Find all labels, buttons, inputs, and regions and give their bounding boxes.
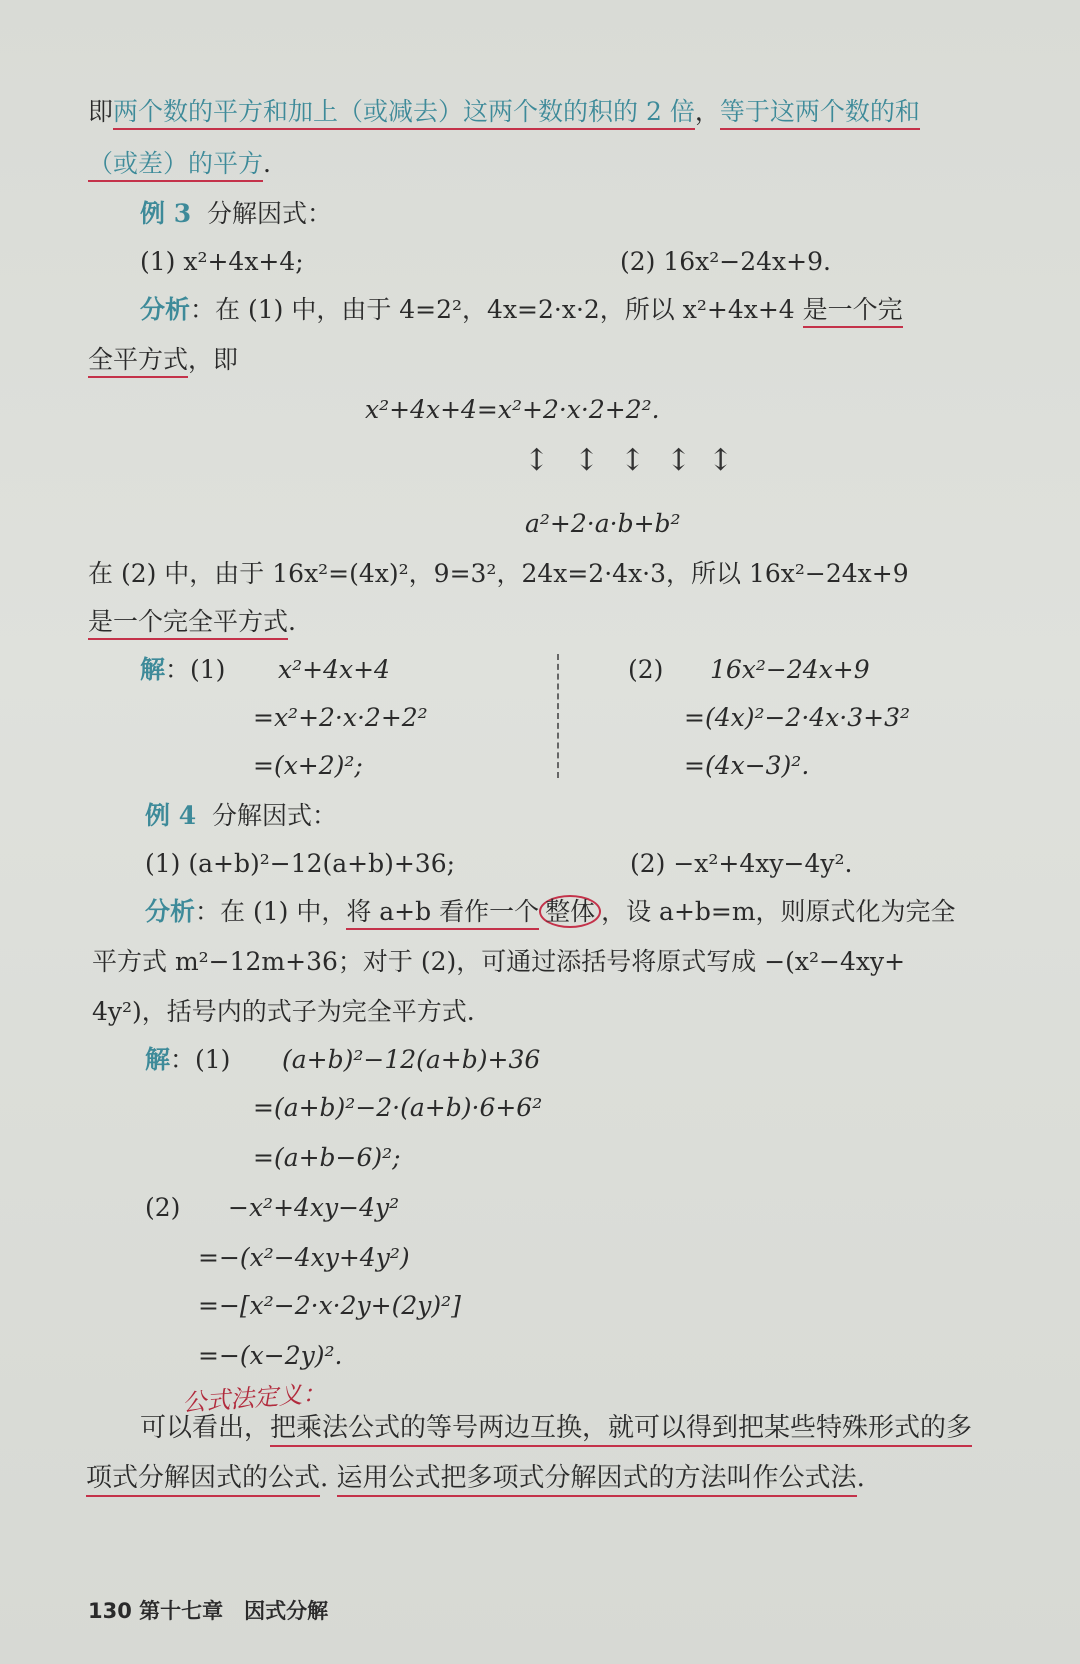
intro-highlight-2: 等于这两个数的和 <box>720 97 920 130</box>
example-4-heading <box>145 798 337 834</box>
analysis-text-4: ，设 a+b=m，则原式化为完全 <box>601 897 956 926</box>
example-3-analysis-line-4 <box>88 604 296 640</box>
example-3-title: 例 3 <box>140 199 192 228</box>
circled-word: 整体 <box>539 895 601 928</box>
example-4-analysis-line-2: 平方式 m²−12m+36；对于 (2)，可通过添括号将原式写成 −(x²−4xy+ <box>92 947 906 976</box>
intro-highlight: 两个数的平方和加上（或减去）这两个数的积的 2 倍 <box>113 97 695 130</box>
example-3-problem-1: (1) x²+4x+4; <box>140 247 304 276</box>
formula-bottom: a²+2·a·b+b² <box>525 509 681 538</box>
solution-number: ：(1) <box>165 655 226 684</box>
arrow-3: ↕ <box>620 443 646 478</box>
analysis-underlined-4: 将 a+b 看作一个 <box>346 897 539 930</box>
example-4-problem-1: (1) (a+b)²−12(a+b)+36; <box>145 849 456 878</box>
analysis-text-3: ：在 (1) 中， <box>195 897 347 926</box>
solution-1-step-2: =x²+2·x·2+2² <box>253 703 428 732</box>
conclusion-underlined-3: 运用公式把多项式分解因式的方法叫作公式法 <box>337 1463 857 1497</box>
example-3-analysis-line-2 <box>88 342 238 378</box>
solution-2-step-1: 16x²−24x+9 <box>710 655 870 684</box>
ex4-solution-2-number: (2) <box>145 1193 181 1222</box>
intro-highlight-3: （或差）的平方 <box>88 149 263 182</box>
analysis-underlined-3: 是一个完全平方式 <box>88 607 288 640</box>
example-4-problem-2: (2) −x²+4xy−4y². <box>630 849 853 878</box>
intro-period: . <box>263 149 271 178</box>
intro-line-2 <box>88 146 271 182</box>
intro-line-1 <box>88 94 920 130</box>
solution-2-step-3: =(4x−3)². <box>684 751 810 780</box>
example-4-solution-label-line <box>145 1042 230 1078</box>
analysis-label-2: 分析 <box>145 897 196 926</box>
ex4-solution-2-step-2: =−(x²−4xy+4y²) <box>198 1243 410 1272</box>
example-3-task: 分解因式： <box>207 199 333 228</box>
solution-number-2: ：(1) <box>170 1045 231 1074</box>
arrow-2: ↕ <box>574 443 600 478</box>
ex4-solution-1-step-2: =(a+b)²−2·(a+b)·6+6² <box>253 1093 543 1122</box>
analysis-underlined-2: 全平方式 <box>88 345 188 378</box>
intro-text: 即 <box>88 97 114 126</box>
handwritten-note: 公式法定义： <box>181 1379 327 1417</box>
example-4-task: 分解因式： <box>212 801 338 830</box>
page-footer: 130 第十七章 因式分解 <box>88 1599 329 1623</box>
conclusion-underlined: 把乘法公式的等号两边互换，就可以得到把某些特殊形式的多 <box>270 1413 972 1447</box>
solution-2-step-2: =(4x)²−2·4x·3+3² <box>684 703 911 732</box>
solution-2-number: (2) <box>628 655 664 684</box>
analysis-underlined: 是一个完 <box>803 295 903 328</box>
example-3-analysis-line-3: 在 (2) 中，由于 16x²=(4x)²，9=3²，24x=2·4x·3，所以 16x²−24x+9 <box>88 559 909 588</box>
conclusion-period: . <box>320 1463 337 1493</box>
conclusion-underlined-2: 项式分解因式的公式 <box>86 1463 320 1497</box>
intro-comma: ， <box>694 97 720 126</box>
example-3-heading <box>140 196 332 232</box>
example-4-analysis-line-3: 4y²)，括号内的式子为完全平方式. <box>92 997 475 1026</box>
formula-top: x²+4x+4=x²+2·x·2+2². <box>365 395 660 424</box>
solution-label: 解 <box>140 655 166 684</box>
ex4-solution-2-step-4: =−(x−2y)². <box>198 1341 343 1370</box>
ex4-solution-2-step-3: =−[x²−2·x·2y+(2y)²] <box>198 1291 461 1320</box>
solution-label-2: 解 <box>145 1045 171 1074</box>
ex4-solution-2-step-1: −x²+4xy−4y² <box>228 1193 400 1222</box>
ex4-solution-1-step-1: (a+b)²−12(a+b)+36 <box>282 1045 541 1074</box>
conclusion-line-1 <box>140 1410 972 1446</box>
arrow-5: ↕ <box>708 443 734 478</box>
example-3-analysis-line-1 <box>140 292 903 328</box>
conclusion-period-2: . <box>856 1463 865 1493</box>
arrow-4: ↕ <box>666 443 692 478</box>
conclusion-text: 可以看出， <box>140 1413 271 1443</box>
example-4-title: 例 4 <box>145 801 197 830</box>
solution-1-step-3: =(x+2)²; <box>253 751 363 780</box>
analysis-period: . <box>288 607 296 636</box>
arrow-1: ↕ <box>524 443 550 478</box>
solution-divider <box>557 654 559 778</box>
example-3-problem-2: (2) 16x²−24x+9. <box>620 247 831 276</box>
ex4-solution-1-step-3: =(a+b−6)²; <box>253 1143 401 1172</box>
analysis-text-2: ，即 <box>188 345 239 374</box>
solution-1-step-1: x²+4x+4 <box>278 655 390 684</box>
analysis-label: 分析 <box>140 295 191 324</box>
example-4-analysis-line-1 <box>145 894 956 930</box>
analysis-text: ：在 (1) 中，由于 4=2²，4x=2·x·2，所以 x²+4x+4 <box>190 295 803 324</box>
example-3-solution-1-line-1 <box>140 652 225 688</box>
conclusion-line-2 <box>86 1460 865 1496</box>
